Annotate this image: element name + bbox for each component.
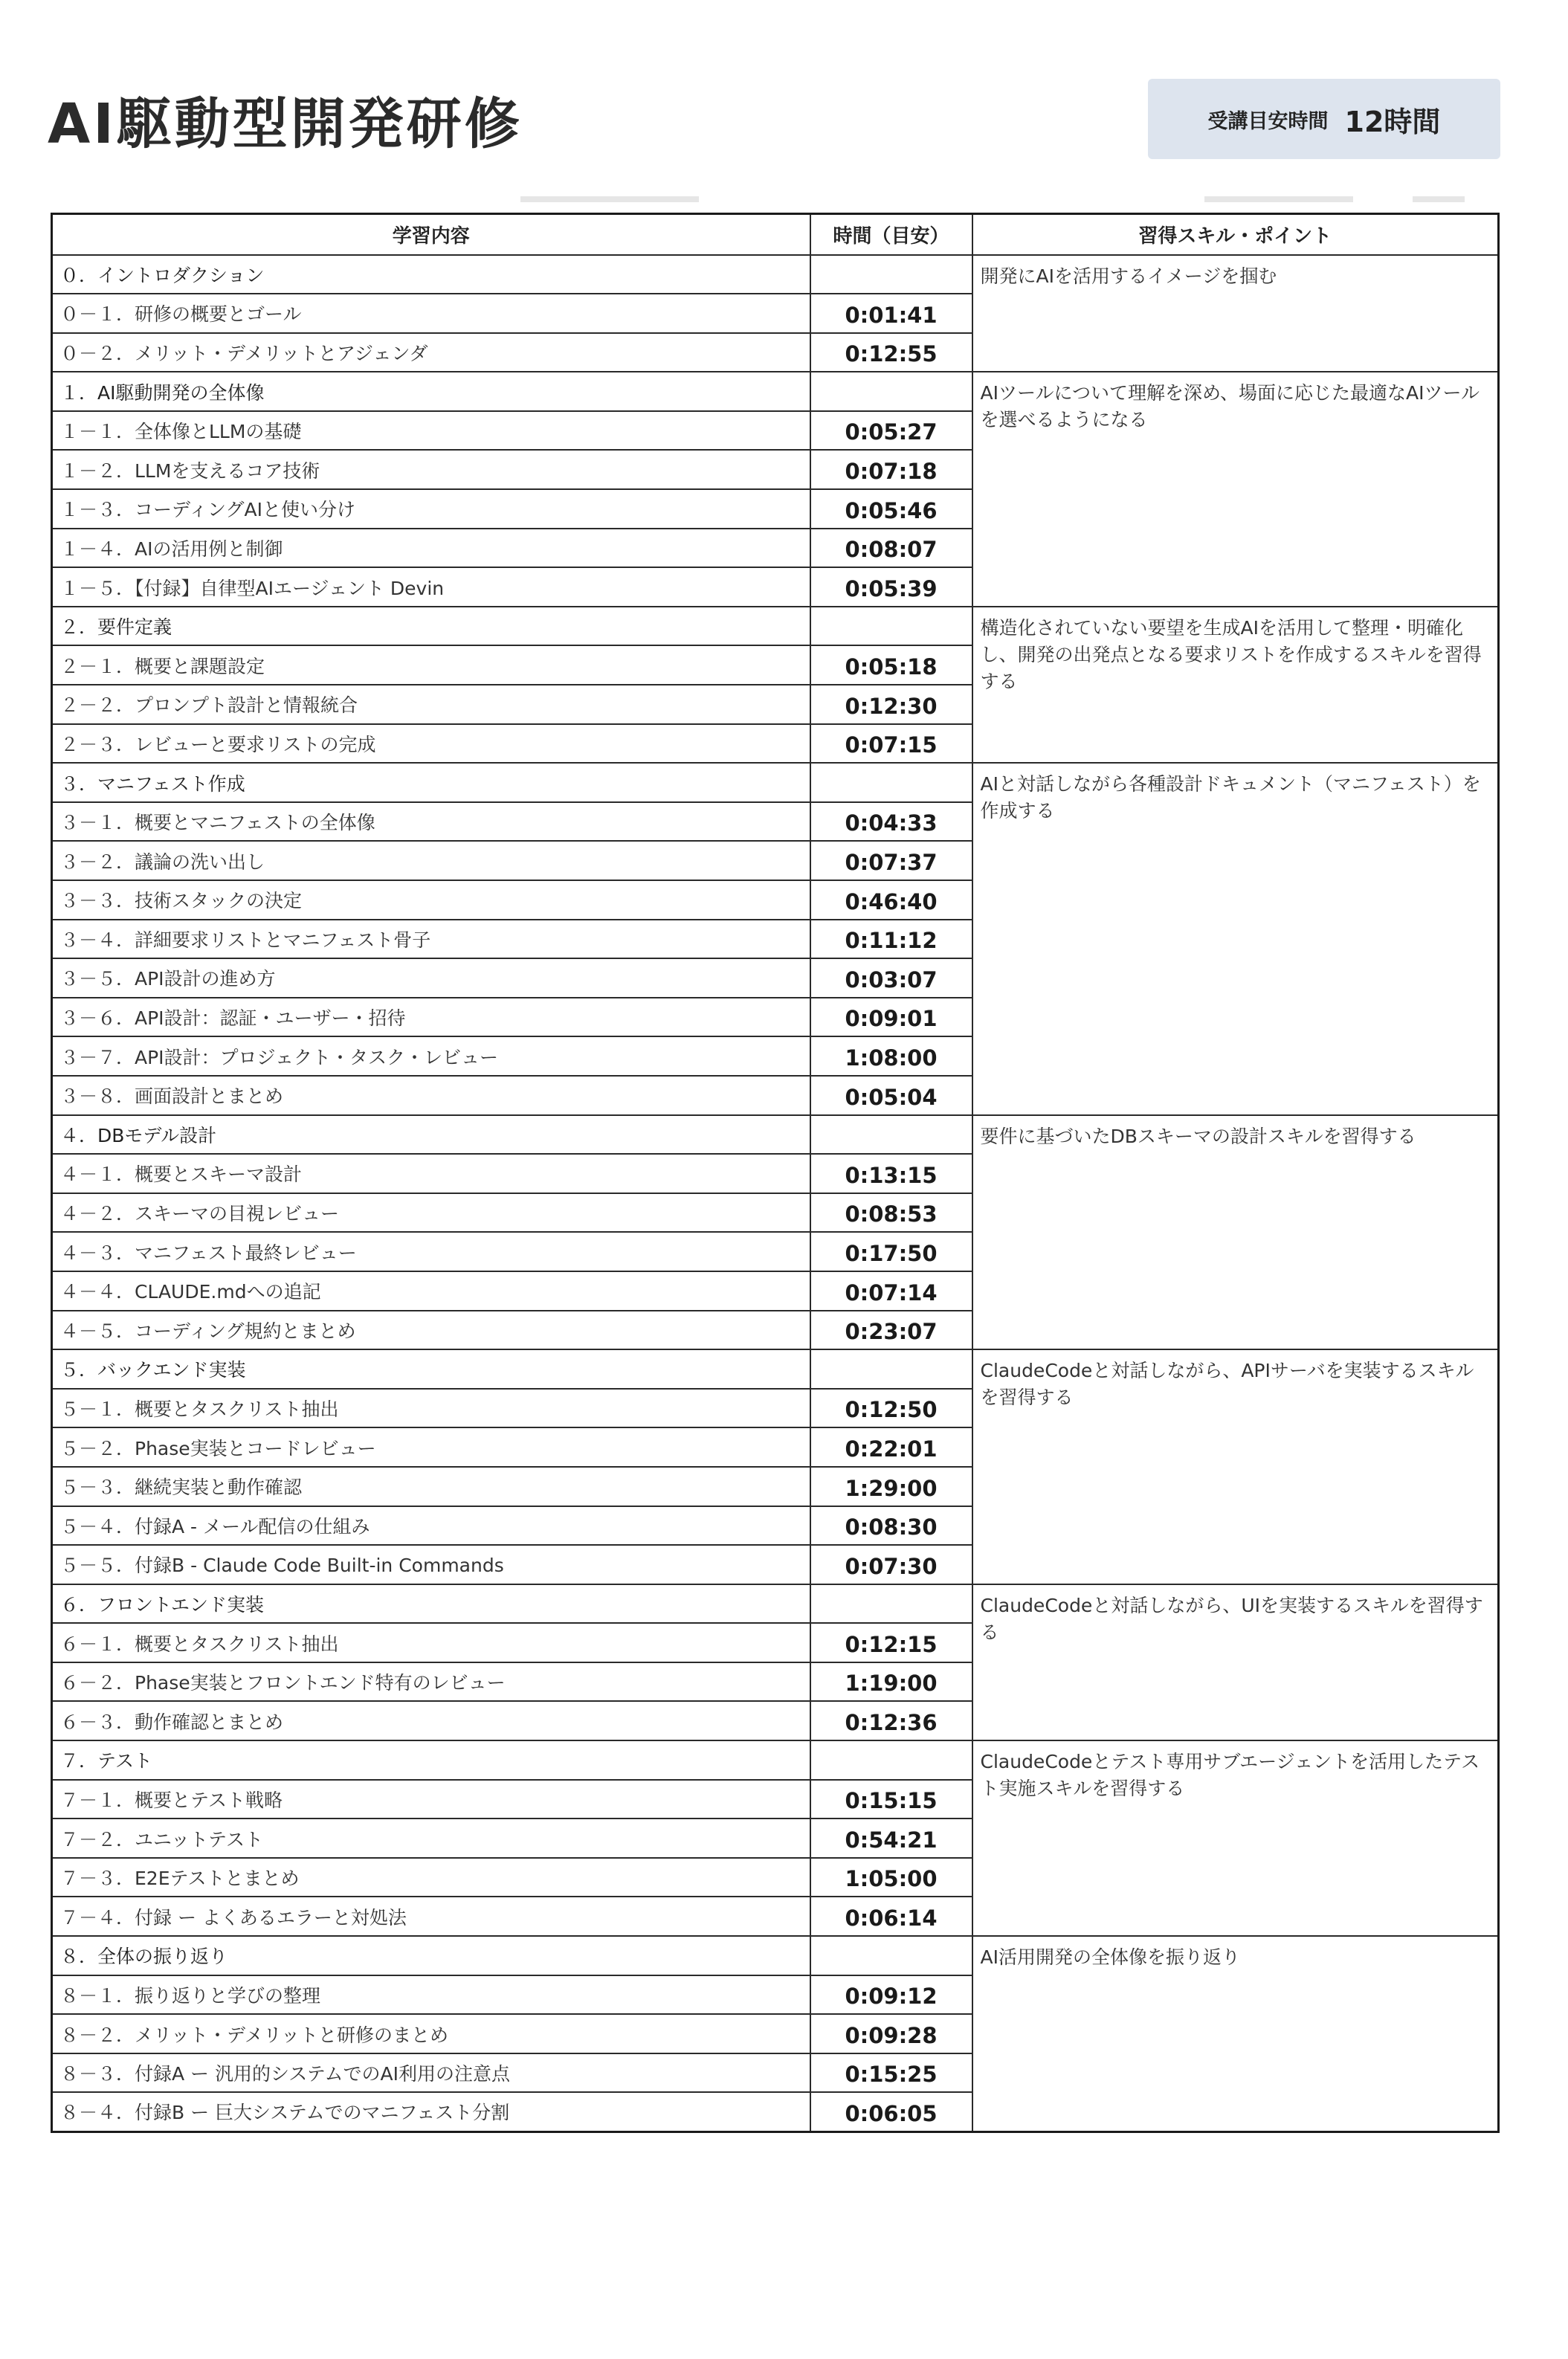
lesson-time: 0:12:55 — [810, 333, 972, 372]
lesson-time: 0:15:15 — [810, 1780, 972, 1819]
lesson-title: ５－１．概要とタスクリスト抽出 — [52, 1389, 810, 1428]
scan-artifact — [1204, 196, 1353, 202]
lesson-time: 0:05:27 — [810, 411, 972, 451]
lesson-time: 0:07:37 — [810, 841, 972, 880]
lesson-title: ２－３．レビューと要求リストの完成 — [52, 724, 810, 764]
lesson-title: １－４．AIの活用例と制御 — [52, 529, 810, 568]
lesson-title: １－３．コーディングAIと使い分け — [52, 489, 810, 529]
lesson-title: ７－３．E2Eテストとまとめ — [52, 1858, 810, 1897]
lesson-title: ３－７．API設計：プロジェクト・タスク・レビュー — [52, 1036, 810, 1076]
scan-artifact — [520, 196, 699, 202]
lesson-time: 0:05:04 — [810, 1076, 972, 1115]
lesson-title: ０－２．メリット・デメリットとアジェンダ — [52, 333, 810, 372]
section-title: ６．フロントエンド実装 — [52, 1584, 810, 1624]
section-time-cell — [810, 763, 972, 802]
section-row — [52, 1936, 1499, 1975]
section-row — [52, 1740, 1499, 1780]
lesson-title: ６－３．動作確認とまとめ — [52, 1701, 810, 1740]
section-row — [52, 1584, 1499, 1624]
lesson-title: ７－２．ユニットテスト — [52, 1819, 810, 1858]
section-row — [52, 372, 1499, 411]
lesson-time: 0:03:07 — [810, 958, 972, 998]
section-time-cell — [810, 1349, 972, 1389]
lesson-title: ４－４．CLAUDE.mdへの追記 — [52, 1271, 810, 1311]
lesson-title: ５－４．付録A - メール配信の仕組み — [52, 1506, 810, 1546]
lesson-time: 0:12:50 — [810, 1389, 972, 1428]
header-content: 学習内容 — [52, 214, 810, 255]
page-title: AI駆動型開発研修 — [48, 92, 523, 156]
section-row — [52, 255, 1499, 294]
lesson-title: ２－１．概要と課題設定 — [52, 645, 810, 685]
section-title: ８．全体の振り返り — [52, 1936, 810, 1975]
lesson-title: ４－１．概要とスキーマ設計 — [52, 1154, 810, 1193]
lesson-title: ３－６．API設計：認証・ユーザー・招待 — [52, 998, 810, 1037]
lesson-time: 0:06:05 — [810, 2092, 972, 2132]
table-body — [52, 255, 1499, 2132]
lesson-time: 0:07:30 — [810, 1545, 972, 1584]
lesson-time: 0:12:36 — [810, 1701, 972, 1740]
section-time-cell — [810, 1584, 972, 1624]
lesson-title: ８－２．メリット・デメリットと研修のまとめ — [52, 2014, 810, 2053]
lesson-title: １－５．【付録】自律型AIエージェント Devin — [52, 567, 810, 607]
lesson-title: ７－１．概要とテスト戦略 — [52, 1780, 810, 1819]
lesson-title: ３－１．概要とマニフェストの全体像 — [52, 802, 810, 842]
lesson-title: １－１．全体像とLLMの基礎 — [52, 411, 810, 451]
section-skill: 要件に基づいたDBスキーマの設計スキルを習得する — [972, 1115, 1499, 1350]
lesson-title: ３－２．議論の洗い出し — [52, 841, 810, 880]
section-row — [52, 763, 1499, 802]
section-time-cell — [810, 1936, 972, 1975]
section-skill: 構造化されていない要望を生成AIを活用して整理・明確化し、開発の出発点となる要求リストを作成するスキルを習得する — [972, 607, 1499, 763]
section-row — [52, 1349, 1499, 1389]
section-skill: AIツールについて理解を深め、場面に応じた最適なAIツールを選べるようになる — [972, 372, 1499, 607]
section-time-cell — [810, 372, 972, 411]
section-time-cell — [810, 1115, 972, 1155]
section-title: ７．テスト — [52, 1740, 810, 1780]
lesson-time: 0:22:01 — [810, 1427, 972, 1467]
section-skill: ClaudeCodeと対話しながら、UIを実装するスキルを習得する — [972, 1584, 1499, 1740]
lesson-title: ８－１．振り返りと学びの整理 — [52, 1975, 810, 2015]
lesson-time: 0:09:12 — [810, 1975, 972, 2015]
lesson-title: ３－５．API設計の進め方 — [52, 958, 810, 998]
lesson-time: 0:12:15 — [810, 1623, 972, 1662]
section-skill: 開発にAIを活用するイメージを掴む — [972, 255, 1499, 372]
lesson-time: 0:17:50 — [810, 1232, 972, 1271]
lesson-title: ３－４．詳細要求リストとマニフェスト骨子 — [52, 920, 810, 959]
lesson-title: ３－８．画面設計とまとめ — [52, 1076, 810, 1115]
lesson-time: 0:05:39 — [810, 567, 972, 607]
lesson-time: 0:11:12 — [810, 920, 972, 959]
lesson-time: 0:08:53 — [810, 1193, 972, 1233]
lesson-title: ５－２．Phase実装とコードレビュー — [52, 1427, 810, 1467]
lesson-title: ５－５．付録B - Claude Code Built-in Commands — [52, 1545, 810, 1584]
lesson-title: ６－２．Phase実装とフロントエンド特有のレビュー — [52, 1662, 810, 1702]
table-header-row — [52, 214, 1499, 255]
header-time: 時間（目安） — [810, 214, 972, 255]
section-skill: AIと対話しながら各種設計ドキュメント（マニフェスト）を作成する — [972, 763, 1499, 1114]
lesson-title: １－２．LLMを支えるコア技術 — [52, 450, 810, 489]
lesson-time: 0:07:18 — [810, 450, 972, 489]
lesson-title: ２－２．プロンプト設計と情報統合 — [52, 685, 810, 724]
section-time-cell — [810, 1740, 972, 1780]
lesson-time: 0:13:15 — [810, 1154, 972, 1193]
syllabus-table — [51, 213, 1500, 2133]
section-time-cell — [810, 255, 972, 294]
lesson-time: 0:46:40 — [810, 880, 972, 920]
lesson-time: 1:08:00 — [810, 1036, 972, 1076]
lesson-time: 0:15:25 — [810, 2053, 972, 2093]
lesson-time: 0:12:30 — [810, 685, 972, 724]
scan-artifact — [1413, 196, 1465, 202]
lesson-time: 0:08:07 — [810, 529, 972, 568]
badge-value: 12時間 — [1344, 105, 1441, 138]
lesson-time: 1:05:00 — [810, 1858, 972, 1897]
badge-label: 受講目安時間 — [1207, 109, 1329, 133]
lesson-time: 1:29:00 — [810, 1467, 972, 1506]
section-title: ２．要件定義 — [52, 607, 810, 646]
lesson-title: ６－１．概要とタスクリスト抽出 — [52, 1623, 810, 1662]
lesson-time: 0:08:30 — [810, 1506, 972, 1546]
lesson-title: ８－４．付録B ー 巨大システムでのマニフェスト分割 — [52, 2092, 810, 2132]
section-title: ５．バックエンド実装 — [52, 1349, 810, 1389]
study-time-badge — [1148, 79, 1500, 159]
section-title: ４．DBモデル設計 — [52, 1115, 810, 1155]
section-skill: ClaudeCodeとテスト専用サブエージェントを活用したテスト実施スキルを習得する — [972, 1740, 1499, 1936]
lesson-time: 0:09:01 — [810, 998, 972, 1037]
section-title: １．AI駆動開発の全体像 — [52, 372, 810, 411]
lesson-time: 0:54:21 — [810, 1819, 972, 1858]
section-skill: AI活用開発の全体像を振り返り — [972, 1936, 1499, 2132]
lesson-time: 0:06:14 — [810, 1897, 972, 1936]
lesson-time: 0:09:28 — [810, 2014, 972, 2053]
lesson-time: 0:04:33 — [810, 802, 972, 842]
lesson-title: ７－４．付録 ー よくあるエラーと対処法 — [52, 1897, 810, 1936]
header-skill: 習得スキル・ポイント — [972, 214, 1499, 255]
section-row — [52, 607, 1499, 646]
lesson-title: ０－１．研修の概要とゴール — [52, 294, 810, 333]
lesson-time: 0:01:41 — [810, 294, 972, 333]
lesson-time: 0:05:18 — [810, 645, 972, 685]
section-time-cell — [810, 607, 972, 646]
lesson-title: ４－２．スキーマの目視レビュー — [52, 1193, 810, 1233]
lesson-title: ４－５．コーディング規約とまとめ — [52, 1311, 810, 1350]
lesson-time: 0:07:15 — [810, 724, 972, 764]
lesson-title: ３－３．技術スタックの決定 — [52, 880, 810, 920]
section-skill: ClaudeCodeと対話しながら、APIサーバを実装するスキルを習得する — [972, 1349, 1499, 1584]
lesson-time: 1:19:00 — [810, 1662, 972, 1702]
lesson-title: ８－３．付録A ー 汎用的システムでのAI利用の注意点 — [52, 2053, 810, 2093]
section-row — [52, 1115, 1499, 1155]
lesson-time: 0:07:14 — [810, 1271, 972, 1311]
lesson-title: ５－３．継続実装と動作確認 — [52, 1467, 810, 1506]
section-title: ３．マニフェスト作成 — [52, 763, 810, 802]
section-title: ０．イントロダクション — [52, 255, 810, 294]
lesson-time: 0:23:07 — [810, 1311, 972, 1350]
lesson-title: ４－３．マニフェスト最終レビュー — [52, 1232, 810, 1271]
lesson-time: 0:05:46 — [810, 489, 972, 529]
